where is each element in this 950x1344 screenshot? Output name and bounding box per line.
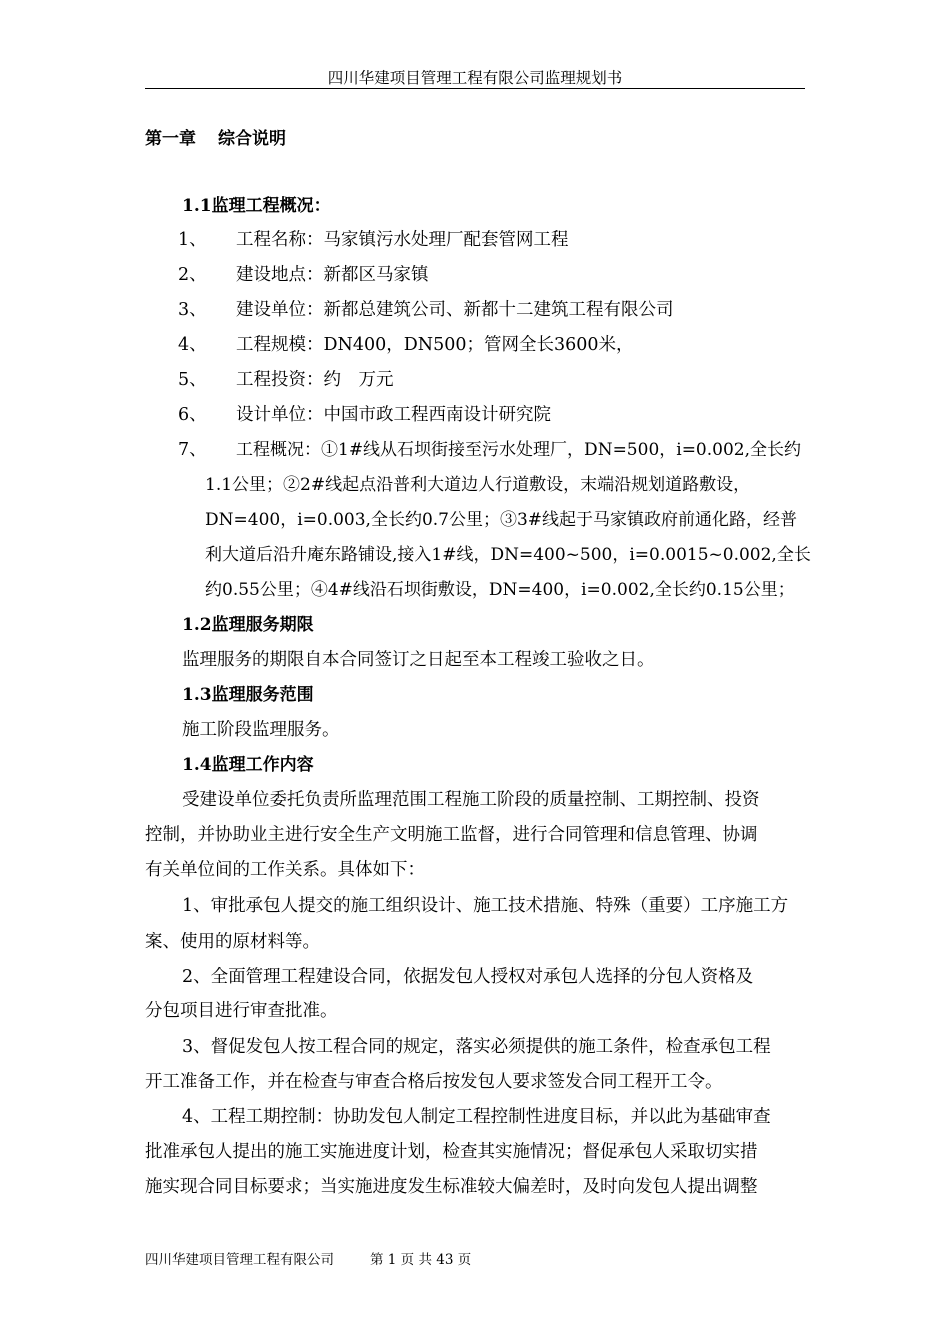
list-item-number: 6、 — [178, 405, 207, 425]
chapter-heading — [145, 124, 286, 149]
list-item-number: 5、 — [178, 370, 207, 390]
paragraph-line: 控制，并协助业主进行安全生产文明施工监督，进行合同管理和信息管理、协调 — [145, 825, 758, 845]
list-item-number: 4、 — [178, 335, 207, 355]
paragraph-line: 3、督促发包人按工程合同的规定，落实必须提供的施工条件，检查承包工程 — [182, 1037, 771, 1057]
chapter-title: 综合说明 — [218, 129, 286, 149]
section-heading-1-4: 1.4监理工作内容 — [182, 755, 314, 775]
paragraph-line: 4、工程工期控制：协助发包人制定工程控制性进度目标，并以此为基础审查 — [182, 1107, 771, 1127]
paragraph-line: 批准承包人提出的施工实施进度计划，检查其实施情况；督促承包人采取切实措 — [145, 1142, 758, 1162]
list-item-continuation: DN=400，i=0.003,全长约0.7公里；③3#线起于马家镇政府前通化路，经普 — [205, 510, 798, 530]
list-item-continuation: 利大道后沿升庵东路铺设,接入1#线，DN=400~500，i=0.0015~0.002,全长 — [205, 545, 811, 565]
list-item-number: 1、 — [178, 230, 207, 250]
paragraph-line: 2、全面管理工程建设合同，依据发包人授权对承包人选择的分包人资格及 — [182, 967, 754, 987]
list-item-number: 2、 — [178, 265, 207, 285]
list-item-text: 建设地点：新都区马家镇 — [236, 265, 429, 285]
paragraph-line: 有关单位间的工作关系。具体如下： — [145, 860, 425, 880]
chapter-label: 第一章 — [145, 129, 196, 149]
header-rule — [145, 88, 805, 89]
paragraph-line: 施实现合同目标要求；当实施进度发生标准较大偏差时，及时向发包人提出调整 — [145, 1177, 758, 1197]
paragraph-line: 1、审批承包人提交的施工组织设计、施工技术措施、特殊（重要）工序施工方 — [182, 896, 789, 916]
page-header-title: 四川华建项目管理工程有限公司监理规划书 — [327, 69, 623, 87]
list-item-text: 建设单位：新都总建筑公司、新都十二建筑工程有限公司 — [236, 300, 674, 320]
paragraph-line: 开工准备工作，并在检查与审查合格后按发包人要求签发合同工程开工令。 — [145, 1072, 723, 1092]
page-footer — [145, 1248, 471, 1268]
list-item-continuation: 约0.55公里；④4#线沿石坝街敷设，DN=400，i=0.002,全长约0.15公里； — [205, 580, 795, 600]
section-text-1-3: 施工阶段监理服务。 — [182, 720, 340, 740]
list-item-text: 工程名称：马家镇污水处理厂配套管网工程 — [236, 230, 569, 250]
section-heading-1-1: 1.1监理工程概况： — [182, 196, 331, 216]
list-item-continuation: 1.1公里；②2#线起点沿普利大道边人行道敷设，末端沿规划道路敷设， — [205, 475, 751, 495]
section-heading-1-3: 1.3监理服务范围 — [182, 685, 314, 705]
paragraph-line: 案、使用的原材料等。 — [145, 932, 320, 952]
paragraph-line: 分包项目进行审查批准。 — [145, 1001, 338, 1021]
paragraph-line: 受建设单位委托负责所监理范围工程施工阶段的质量控制、工期控制、投资 — [182, 790, 760, 810]
list-item-text: 工程规模：DN400，DN500；管网全长3600米， — [236, 335, 634, 355]
footer-company: 四川华建项目管理工程有限公司 — [145, 1252, 334, 1268]
list-item-number: 7、 — [178, 440, 207, 460]
section-text-1-2: 监理服务的期限自本合同签订之日起至本工程竣工验收之日。 — [182, 650, 655, 670]
page-number: 第 1 页 共 43 页 — [370, 1252, 472, 1268]
list-item-text: 设计单位：中国市政工程西南设计研究院 — [236, 405, 551, 425]
list-item-number: 3、 — [178, 300, 207, 320]
list-item-text: 工程投资：约 万元 — [236, 370, 394, 390]
list-item-text: 工程概况：①1#线从石坝街接至污水处理厂，DN=500，i=0.002,全长约 — [236, 440, 802, 460]
section-heading-1-2: 1.2监理服务期限 — [182, 615, 314, 635]
